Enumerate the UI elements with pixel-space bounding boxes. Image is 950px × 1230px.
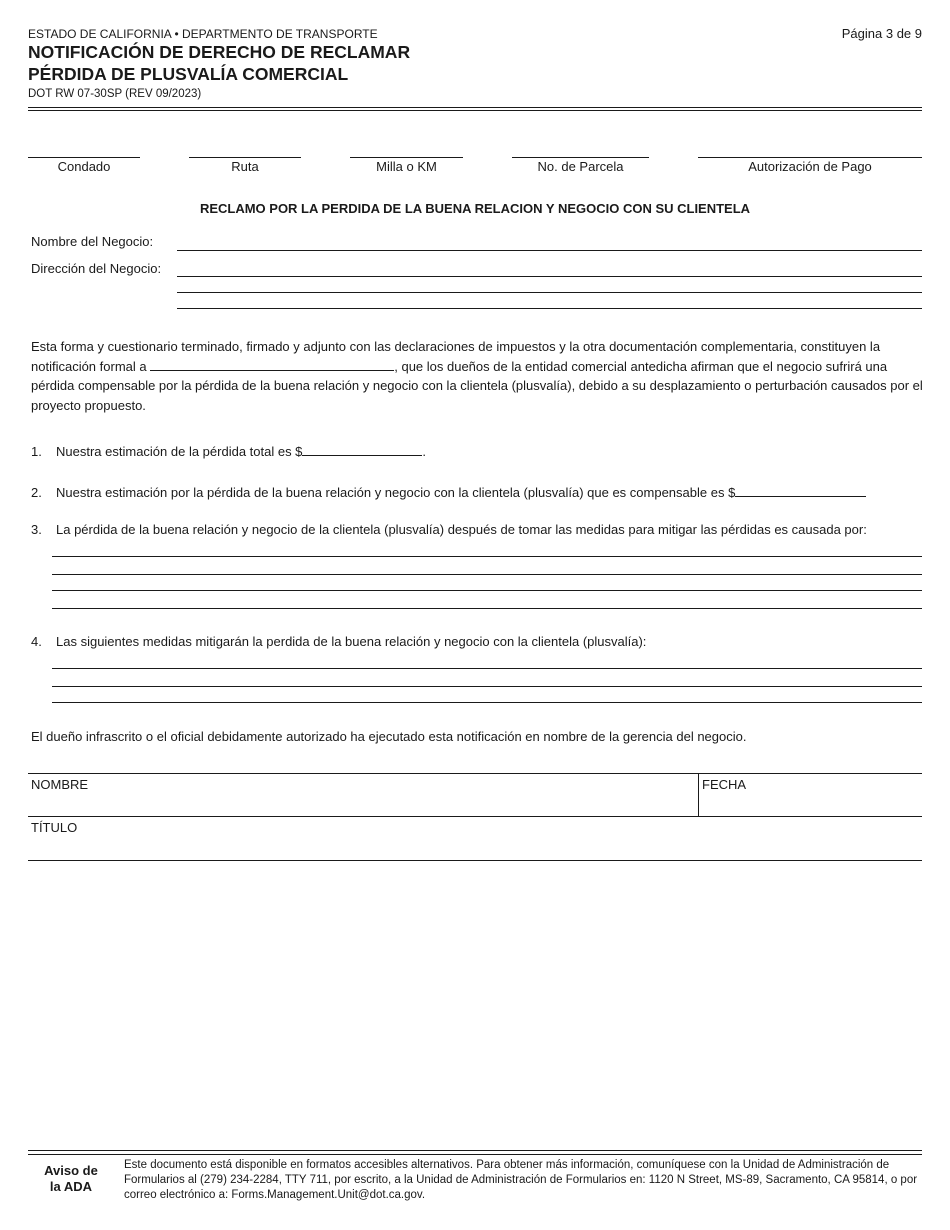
name-field[interactable]	[28, 774, 698, 816]
item-4-answer-line-2[interactable]	[52, 686, 922, 687]
footer-divider-bottom	[28, 1154, 922, 1155]
ada-label-line1: Aviso de	[44, 1163, 98, 1178]
item-3-answer-line-4[interactable]	[52, 608, 922, 609]
item-2-text: Nuestra estimación por la pérdida de la buena relación y negocio con la clientela (plusvalía) que es compensable es $	[56, 485, 736, 500]
county-field-line[interactable]	[28, 157, 140, 158]
form-title-line2: PÉRDIDA DE PLUSVALÍA COMERCIAL	[28, 64, 349, 84]
item-2	[31, 484, 866, 500]
business-address-field-2[interactable]	[177, 292, 922, 293]
item-3-number: 3.	[31, 522, 42, 537]
ada-notice-label	[28, 1163, 114, 1195]
route-label: Ruta	[231, 159, 259, 174]
parcel-label: No. de Parcela	[537, 159, 624, 174]
item-4-text: Las siguientes medidas mitigarán la perdida de la buena relación y negocio con la clientela (plusvalía):	[56, 634, 647, 649]
date-label: FECHA	[702, 777, 747, 792]
ada-notice-text: Este documento está disponible en formatos accesibles alternativos. Para obtener más información, comuníquese con la Unidad de Administración de Formularios al (279) 234-2284, TTY 711, por escrito, a la Unidad de Administración de Formularios en: 1120 N Street, MS-89, Sacramento, CA 95814, o por correo electrónico a: Forms.Management.Unit@dot.ca.gov.	[124, 1159, 918, 1201]
item-4-answer-line-3[interactable]	[52, 702, 922, 703]
title-label: TÍTULO	[31, 820, 78, 835]
payment-authorization-label: Autorización de Pago	[748, 159, 872, 174]
item-1-suffix: .	[422, 444, 427, 459]
header-divider-bottom	[28, 110, 922, 111]
name-label: NOMBRE	[31, 777, 89, 792]
business-address-label: Dirección del Negocio:	[31, 261, 162, 276]
total-loss-amount-field[interactable]	[302, 443, 422, 456]
section-title: RECLAMO POR LA PERDIDA DE LA BUENA RELACION Y NEGOCIO CON SU CLIENTELA	[199, 201, 751, 216]
business-address-field-1[interactable]	[177, 276, 922, 277]
item-3-text: La pérdida de la buena relación y negocio de la clientela (plusvalía) después de tomar las medidas para mitigar las pérdidas es causada por:	[56, 522, 867, 537]
item-4-number: 4.	[31, 634, 42, 649]
parcel-field-line[interactable]	[512, 157, 649, 158]
execution-statement: El dueño infrascrito o el oficial debidamente autorizado ha ejecutado esta notificación en nombre de la gerencia del negocio.	[31, 729, 747, 744]
agency-recipient-field[interactable]	[150, 358, 394, 371]
item-2-number: 2.	[31, 485, 42, 500]
business-address-field-3[interactable]	[177, 308, 922, 309]
item-3-answer-line-2[interactable]	[52, 574, 922, 575]
payment-authorization-field-line[interactable]	[698, 157, 922, 158]
agency-name: ESTADO DE CALIFORNIA • DEPARTMENTO DE TRANSPORTE	[28, 27, 378, 41]
business-name-field[interactable]	[177, 250, 922, 251]
postmile-field-line[interactable]	[350, 157, 463, 158]
form-number: DOT RW 07-30SP (REV 09/2023)	[28, 88, 202, 100]
item-1-number: 1.	[31, 444, 42, 459]
footer-divider-top	[28, 1150, 922, 1151]
item-4	[31, 634, 646, 649]
item-3	[31, 522, 867, 537]
business-name-label: Nombre del Negocio:	[31, 234, 154, 249]
page-number: Página 3 de 9	[841, 26, 922, 41]
county-label: Condado	[57, 159, 111, 174]
ada-label-line2: la ADA	[49, 1179, 93, 1194]
header-divider-top	[28, 107, 922, 108]
compensable-goodwill-amount-field[interactable]	[735, 484, 866, 497]
item-3-answer-line-3[interactable]	[52, 590, 922, 591]
item-4-answer-line-1[interactable]	[52, 668, 922, 669]
title-field[interactable]	[28, 817, 922, 859]
title-row-bottom-border	[28, 860, 922, 861]
form-title-line1: NOTIFICACIÓN DE DERECHO DE RECLAMAR	[28, 42, 411, 62]
notification-paragraph	[31, 337, 923, 415]
item-3-answer-line-1[interactable]	[52, 556, 922, 557]
postmile-label: Milla o KM	[376, 159, 437, 174]
route-field-line[interactable]	[189, 157, 301, 158]
date-field[interactable]	[699, 774, 922, 816]
paragraph-part2: , que los dueños de la entidad comercial antedicha afirman que el negocio sufrirá una pérdida compensable por la pérdida de la buena relación y negocio con la clientela (plusvalía), debido a su desplazamiento o perturbación causados por el proyecto propuesto.	[31, 358, 923, 413]
item-1	[31, 443, 426, 459]
paragraph-part1: Esta forma y cuestionario terminado, firmado y adjunto con las declaraciones de impuestos y la otra documentación complementaria, constituyen la notificación formal a	[31, 339, 881, 374]
item-1-text: Nuestra estimación de la pérdida total es $	[56, 444, 303, 459]
